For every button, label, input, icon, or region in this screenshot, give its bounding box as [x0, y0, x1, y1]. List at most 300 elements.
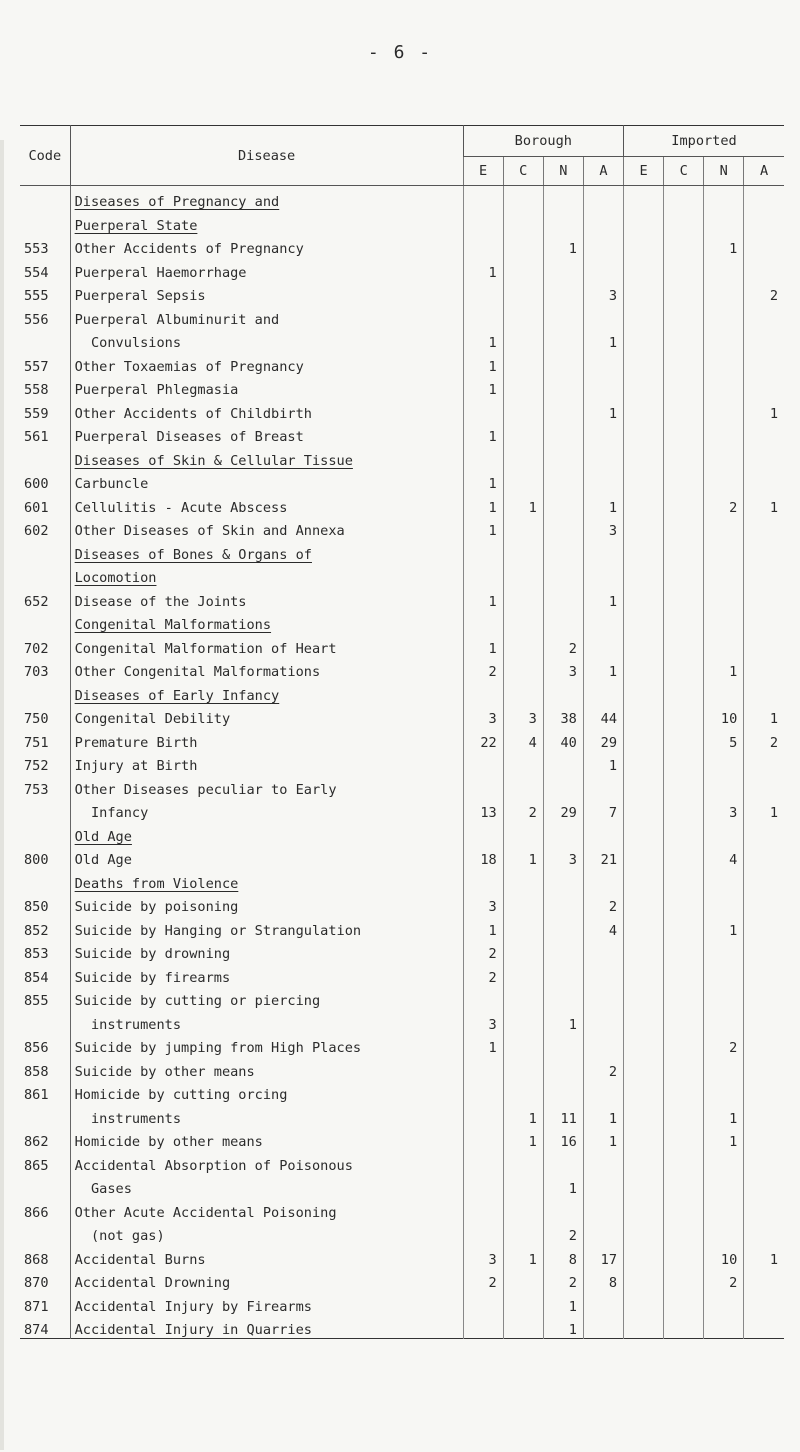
imported-e-value — [624, 492, 664, 516]
borough-e-value: 1 — [463, 257, 503, 281]
disease-name: instruments — [70, 1009, 463, 1033]
borough-n-value — [543, 515, 583, 539]
disease-name: Suicide by other means — [70, 1056, 463, 1080]
borough-n-value — [543, 492, 583, 516]
imported-a-value: 1 — [744, 398, 784, 422]
borough-e-value: 1 — [463, 492, 503, 516]
imported-n-value: 2 — [704, 492, 744, 516]
imported-c-value — [664, 304, 704, 328]
imported-a-value — [744, 609, 784, 633]
borough-a-value — [583, 210, 623, 234]
imported-a-value — [744, 562, 784, 586]
imported-a-value — [744, 304, 784, 328]
row-code: 800 — [24, 852, 49, 869]
row-code — [20, 1009, 70, 1033]
section-heading: Diseases of Early Infancy — [70, 680, 463, 704]
imported-c-value — [664, 821, 704, 845]
imported-n-value: 10 — [704, 703, 744, 727]
imported-n-value — [704, 821, 744, 845]
row-code — [20, 821, 70, 845]
imported-c-value — [664, 962, 704, 986]
row-code: 557 — [24, 358, 49, 375]
section-heading-row — [20, 609, 784, 633]
borough-n-value: 1 — [543, 1009, 583, 1033]
imported-e-value — [624, 633, 664, 657]
table-row — [20, 774, 784, 798]
imported-a-value — [744, 1009, 784, 1033]
borough-c-value — [503, 515, 543, 539]
borough-n-value — [543, 1056, 583, 1080]
row-code: 865 — [24, 1157, 49, 1174]
borough-a-value: 1 — [583, 398, 623, 422]
table-row — [20, 891, 784, 915]
imported-e-value — [624, 1126, 664, 1150]
borough-n-value: 11 — [543, 1103, 583, 1127]
imported-e-value — [624, 1291, 664, 1315]
disease-name: Accidental Absorption of Poisonous — [70, 1150, 463, 1174]
imported-c-value — [664, 374, 704, 398]
table-row — [20, 703, 784, 727]
page-number: - 6 - — [367, 42, 433, 63]
imported-e-value — [624, 656, 664, 680]
section-heading-row — [20, 680, 784, 704]
disease-name: Suicide by Hanging or Strangulation — [70, 915, 463, 939]
imported-e-value — [624, 1103, 664, 1127]
borough-a-value — [583, 539, 623, 563]
imported-n-value — [704, 186, 744, 210]
imported-c-value — [664, 750, 704, 774]
imported-n-value: 2 — [704, 1267, 744, 1291]
imported-e-header: E — [624, 157, 664, 186]
table-row — [20, 797, 784, 821]
borough-c-value — [503, 1032, 543, 1056]
borough-c-value — [503, 1197, 543, 1221]
section-heading-row — [20, 445, 784, 469]
borough-n-value: 1 — [543, 1291, 583, 1315]
imported-n-value — [704, 562, 744, 586]
borough-a-value: 1 — [583, 1126, 623, 1150]
disease-name: Other Accidents of Pregnancy — [70, 233, 463, 257]
disease-name: Convulsions — [70, 327, 463, 351]
borough-c-value — [503, 539, 543, 563]
borough-e-value — [463, 774, 503, 798]
borough-e-value: 1 — [463, 1032, 503, 1056]
borough-a-value: 3 — [583, 280, 623, 304]
borough-e-value: 2 — [463, 938, 503, 962]
imported-e-value — [624, 1244, 664, 1268]
disease-name: Congenital Malformation of Heart — [70, 633, 463, 657]
imported-c-value — [664, 891, 704, 915]
imported-e-value — [624, 703, 664, 727]
imported-a-value: 1 — [744, 797, 784, 821]
borough-c-value — [503, 233, 543, 257]
borough-n-value — [543, 468, 583, 492]
imported-c-value — [664, 1291, 704, 1315]
imported-e-value — [624, 468, 664, 492]
imported-e-value — [624, 1079, 664, 1103]
page-edge-shadow — [0, 140, 4, 1450]
borough-c-value — [503, 445, 543, 469]
imported-c-value — [664, 844, 704, 868]
section-heading: Puerperal State — [70, 210, 463, 234]
imported-n-value — [704, 445, 744, 469]
imported-a-value — [744, 515, 784, 539]
disease-name: Suicide by poisoning — [70, 891, 463, 915]
borough-e-value: 1 — [463, 374, 503, 398]
imported-n-value — [704, 1150, 744, 1174]
row-code: 752 — [24, 758, 49, 775]
borough-c-value — [503, 562, 543, 586]
borough-a-value — [583, 1173, 623, 1197]
section-heading-row — [20, 562, 784, 586]
imported-n-value: 1 — [704, 1103, 744, 1127]
disease-name: Puerperal Phlegmasia — [70, 374, 463, 398]
imported-c-value — [664, 1150, 704, 1174]
borough-c-value — [503, 1267, 543, 1291]
row-code: 703 — [24, 664, 49, 681]
borough-e-value: 2 — [463, 656, 503, 680]
table-row — [20, 468, 784, 492]
borough-a-value — [583, 257, 623, 281]
borough-a-value — [583, 1150, 623, 1174]
borough-a-value: 1 — [583, 586, 623, 610]
borough-c-value — [503, 868, 543, 892]
borough-a-value — [583, 868, 623, 892]
imported-c-value — [664, 280, 704, 304]
borough-c-value: 1 — [503, 1126, 543, 1150]
table-body — [20, 186, 784, 1339]
borough-c-value — [503, 774, 543, 798]
borough-n-value: 16 — [543, 1126, 583, 1150]
borough-n-value — [543, 680, 583, 704]
imported-c-value — [664, 868, 704, 892]
borough-c-value — [503, 398, 543, 422]
borough-a-value — [583, 1220, 623, 1244]
borough-n-value — [543, 868, 583, 892]
imported-n-value — [704, 1079, 744, 1103]
imported-e-value — [624, 727, 664, 751]
table-row — [20, 351, 784, 375]
imported-a-value — [744, 210, 784, 234]
row-code: 556 — [24, 311, 49, 328]
row-code — [20, 210, 70, 234]
row-code: 866 — [24, 1204, 49, 1221]
imported-n-value: 4 — [704, 844, 744, 868]
borough-n-value — [543, 985, 583, 1009]
imported-e-value — [624, 562, 664, 586]
borough-c-value — [503, 680, 543, 704]
borough-n-value: 29 — [543, 797, 583, 821]
imported-e-value — [624, 586, 664, 610]
imported-e-value — [624, 1197, 664, 1221]
imported-c-value — [664, 445, 704, 469]
disease-name: Other Congenital Malformations — [70, 656, 463, 680]
imported-e-value — [624, 891, 664, 915]
borough-a-value: 7 — [583, 797, 623, 821]
disease-name: Puerperal Albuminurit and — [70, 304, 463, 328]
borough-c-value — [503, 938, 543, 962]
borough-e-value: 3 — [463, 1009, 503, 1033]
borough-n-value — [543, 280, 583, 304]
row-code: 652 — [24, 593, 49, 610]
disease-name: Premature Birth — [70, 727, 463, 751]
imported-n-value — [704, 774, 744, 798]
imported-n-value — [704, 1197, 744, 1221]
row-code — [20, 1220, 70, 1244]
imported-a-value — [744, 656, 784, 680]
row-code: 874 — [24, 1322, 49, 1339]
row-code: 753 — [24, 781, 49, 798]
row-code: 871 — [24, 1298, 49, 1315]
imported-e-value — [624, 1220, 664, 1244]
borough-c-value — [503, 327, 543, 351]
borough-n-value — [543, 1197, 583, 1221]
borough-a-value: 1 — [583, 327, 623, 351]
imported-a-value: 2 — [744, 280, 784, 304]
imported-e-value — [624, 515, 664, 539]
imported-c-value — [664, 539, 704, 563]
borough-a-value: 1 — [583, 492, 623, 516]
borough-c-value — [503, 1056, 543, 1080]
imported-c-value — [664, 562, 704, 586]
imported-n-value — [704, 586, 744, 610]
imported-a-value — [744, 468, 784, 492]
borough-n-value — [543, 304, 583, 328]
borough-a-value: 2 — [583, 891, 623, 915]
borough-a-value — [583, 1009, 623, 1033]
imported-a-value — [744, 750, 784, 774]
imported-e-value — [624, 304, 664, 328]
imported-e-value — [624, 1056, 664, 1080]
borough-c-value — [503, 257, 543, 281]
borough-c-value — [503, 750, 543, 774]
imported-c-value — [664, 656, 704, 680]
borough-n-value — [543, 586, 583, 610]
borough-a-value — [583, 468, 623, 492]
imported-c-value — [664, 1244, 704, 1268]
row-code: 853 — [24, 946, 49, 963]
mortality-table-container — [20, 125, 784, 1339]
table-row — [20, 257, 784, 281]
borough-c-value — [503, 210, 543, 234]
borough-n-value: 38 — [543, 703, 583, 727]
imported-a-value — [744, 539, 784, 563]
imported-n-value — [704, 351, 744, 375]
borough-n-value — [543, 257, 583, 281]
borough-c-value: 1 — [503, 844, 543, 868]
imported-e-value — [624, 351, 664, 375]
imported-c-value — [664, 609, 704, 633]
imported-n-value — [704, 257, 744, 281]
disease-name: Suicide by drowning — [70, 938, 463, 962]
section-heading: Diseases of Bones & Organs of — [70, 539, 463, 563]
imported-n-value — [704, 1009, 744, 1033]
table-row — [20, 633, 784, 657]
borough-a-value — [583, 938, 623, 962]
section-heading: Deaths from Violence — [70, 868, 463, 892]
table-row — [20, 1032, 784, 1056]
imported-a-value: 1 — [744, 492, 784, 516]
disease-name: Cellulitis - Acute Abscess — [70, 492, 463, 516]
imported-c-value — [664, 257, 704, 281]
imported-c-value — [664, 210, 704, 234]
borough-n-value — [543, 938, 583, 962]
imported-c-value — [664, 492, 704, 516]
row-code: 600 — [24, 476, 49, 493]
imported-a-value: 1 — [744, 1244, 784, 1268]
row-code — [20, 562, 70, 586]
disease-name: Gases — [70, 1173, 463, 1197]
table-row — [20, 1173, 784, 1197]
borough-c-value — [503, 1079, 543, 1103]
borough-n-value — [543, 562, 583, 586]
borough-a-value — [583, 1032, 623, 1056]
borough-a-value — [583, 609, 623, 633]
table-row — [20, 233, 784, 257]
imported-a-value: 1 — [744, 703, 784, 727]
row-code: 553 — [24, 241, 49, 258]
imported-e-value — [624, 797, 664, 821]
borough-e-value — [463, 398, 503, 422]
imported-c-value — [664, 1220, 704, 1244]
imported-n-value — [704, 1220, 744, 1244]
borough-n-value — [543, 750, 583, 774]
borough-n-header: N — [543, 157, 583, 186]
borough-n-value — [543, 891, 583, 915]
imported-e-value — [624, 915, 664, 939]
borough-e-value — [463, 868, 503, 892]
imported-n-value — [704, 421, 744, 445]
borough-n-value: 8 — [543, 1244, 583, 1268]
imported-e-value — [624, 985, 664, 1009]
borough-e-value: 1 — [463, 421, 503, 445]
borough-n-value — [543, 186, 583, 210]
table-row — [20, 938, 784, 962]
imported-c-value — [664, 1032, 704, 1056]
imported-group-header: Imported — [624, 126, 784, 157]
borough-a-value: 17 — [583, 1244, 623, 1268]
row-code: 870 — [24, 1275, 49, 1292]
borough-e-value: 18 — [463, 844, 503, 868]
row-code: 850 — [24, 899, 49, 916]
imported-n-value — [704, 750, 744, 774]
imported-n-value: 1 — [704, 233, 744, 257]
imported-c-value — [664, 938, 704, 962]
imported-e-value — [624, 374, 664, 398]
borough-a-value — [583, 304, 623, 328]
imported-e-value — [624, 938, 664, 962]
section-heading: Diseases of Skin & Cellular Tissue — [70, 445, 463, 469]
borough-e-value — [463, 750, 503, 774]
imported-e-value — [624, 821, 664, 845]
table-row — [20, 1267, 784, 1291]
imported-e-value — [624, 186, 664, 210]
borough-a-value — [583, 962, 623, 986]
borough-c-value: 1 — [503, 492, 543, 516]
row-code: 702 — [24, 640, 49, 657]
borough-n-value — [543, 609, 583, 633]
table-row — [20, 1056, 784, 1080]
borough-a-value — [583, 186, 623, 210]
borough-group-header: Borough — [463, 126, 623, 157]
borough-n-value — [543, 539, 583, 563]
borough-e-value — [463, 1150, 503, 1174]
row-code — [20, 797, 70, 821]
borough-n-value: 2 — [543, 1267, 583, 1291]
borough-e-value — [463, 821, 503, 845]
disease-name: Homicide by other means — [70, 1126, 463, 1150]
borough-n-value — [543, 821, 583, 845]
imported-n-value — [704, 868, 744, 892]
imported-n-value: 10 — [704, 1244, 744, 1268]
borough-n-value: 1 — [543, 1173, 583, 1197]
imported-n-value: 1 — [704, 656, 744, 680]
imported-c-value — [664, 1056, 704, 1080]
imported-a-value — [744, 844, 784, 868]
table-row — [20, 844, 784, 868]
imported-a-value: 2 — [744, 727, 784, 751]
row-code: 855 — [24, 993, 49, 1010]
borough-c-value — [503, 609, 543, 633]
imported-n-value — [704, 1314, 744, 1338]
imported-e-value — [624, 398, 664, 422]
borough-n-value: 40 — [543, 727, 583, 751]
table-row — [20, 727, 784, 751]
borough-e-value: 1 — [463, 468, 503, 492]
table-row — [20, 280, 784, 304]
imported-a-value — [744, 1126, 784, 1150]
disease-name: Accidental Injury by Firearms — [70, 1291, 463, 1315]
borough-n-value — [543, 421, 583, 445]
imported-e-value — [624, 750, 664, 774]
imported-c-value — [664, 633, 704, 657]
borough-c-value — [503, 1291, 543, 1315]
borough-a-value — [583, 374, 623, 398]
borough-c-value — [503, 351, 543, 375]
imported-e-value — [624, 539, 664, 563]
imported-a-value — [744, 985, 784, 1009]
imported-e-value — [624, 1267, 664, 1291]
borough-c-value — [503, 1314, 543, 1338]
imported-c-value — [664, 985, 704, 1009]
code-column-header: Code — [20, 126, 70, 186]
imported-n-value — [704, 468, 744, 492]
borough-n-value: 3 — [543, 844, 583, 868]
imported-e-value — [624, 844, 664, 868]
imported-c-value — [664, 468, 704, 492]
disease-name: Other Accidents of Childbirth — [70, 398, 463, 422]
borough-n-value — [543, 351, 583, 375]
imported-c-value — [664, 797, 704, 821]
imported-a-value — [744, 445, 784, 469]
borough-c-value — [503, 962, 543, 986]
disease-name: Old Age — [70, 844, 463, 868]
imported-a-value — [744, 327, 784, 351]
row-code — [20, 868, 70, 892]
imported-n-value: 1 — [704, 915, 744, 939]
row-code: 856 — [24, 1040, 49, 1057]
imported-c-value — [664, 586, 704, 610]
borough-n-value — [543, 1150, 583, 1174]
imported-n-value: 2 — [704, 1032, 744, 1056]
table-row — [20, 1103, 784, 1127]
imported-e-value — [624, 210, 664, 234]
borough-e-value — [463, 233, 503, 257]
borough-c-value: 1 — [503, 1103, 543, 1127]
table-row — [20, 1126, 784, 1150]
imported-a-value — [744, 186, 784, 210]
imported-a-value — [744, 821, 784, 845]
